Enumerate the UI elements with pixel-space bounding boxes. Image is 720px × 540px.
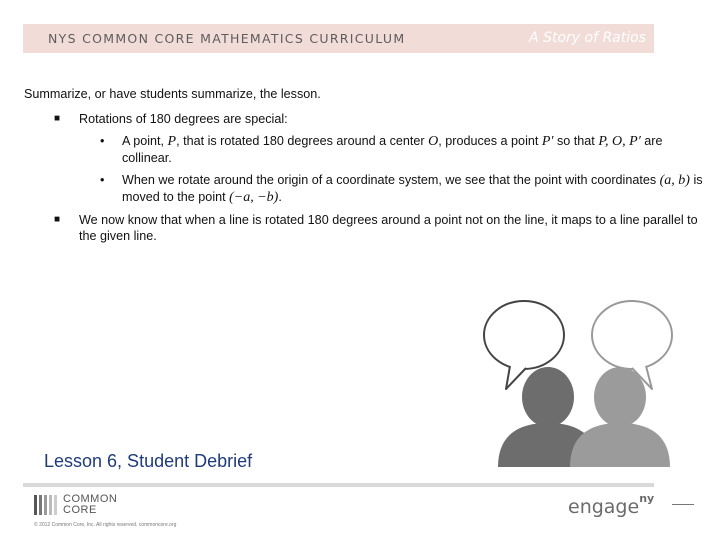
text-part: is moved to the point (122, 173, 703, 204)
story-title: A Story of Ratios (529, 30, 646, 46)
text-part: A point, (122, 134, 168, 148)
text-part: . (278, 190, 282, 204)
bullet-text: Rotations of 180 degrees are special: (79, 112, 288, 126)
text-part: , that is rotated 180 degrees around a center (176, 134, 429, 148)
summary-intro: Summarize, or have students summarize, the lesson. (24, 87, 321, 101)
copyright-notice: © 2012 Common Core, Inc. All rights reserved. commoncore.org (34, 522, 177, 528)
ny-text: ny (639, 492, 655, 505)
bullet-parallel-line (24, 212, 704, 244)
math-part: (a, b) (659, 173, 690, 188)
engage-text: engage (568, 496, 640, 518)
common-core-logo-text (63, 494, 117, 516)
sub-bullet-origin (24, 172, 704, 206)
square-bullet-icon: ■ (54, 214, 61, 225)
engageny-logo (568, 492, 655, 518)
footer-dash (672, 504, 694, 505)
bullet-text: We now know that when a line is rotated 180 degrees around a point not on the line, it maps to a line parallel to the given line. (79, 213, 698, 243)
round-bullet-icon: • (100, 173, 105, 187)
square-bullet-icon: ■ (54, 113, 61, 124)
math-part: (−a, −b) (229, 190, 279, 205)
math-part: O (428, 134, 439, 149)
debrief-illustration (470, 297, 702, 467)
text-part: so that (553, 134, 599, 148)
bullet-rotations (24, 111, 704, 127)
footer-divider (23, 483, 654, 487)
lesson-title: Lesson 6, Student Debrief (44, 451, 253, 471)
math-part: P′ (541, 134, 554, 149)
text-part: are collinear. (122, 134, 663, 165)
text-part: When we rotate around the origin of a coordinate system, we see that the point with coordinates (122, 173, 660, 187)
math-part: P, O, P′ (598, 134, 641, 149)
common-core-logo-icon (34, 495, 60, 515)
text-part: , produces a point (438, 134, 542, 148)
sub-bullet-collinear (24, 133, 704, 166)
curriculum-title: NYS COMMON CORE MATHEMATICS CURRICULUM (48, 31, 406, 46)
person-silhouette-icon (570, 367, 670, 467)
math-part: P (167, 134, 177, 149)
logo-line: COMMON (63, 493, 118, 505)
summary-content (24, 86, 704, 250)
round-bullet-icon: • (100, 134, 105, 148)
logo-line: CORE (63, 504, 97, 516)
